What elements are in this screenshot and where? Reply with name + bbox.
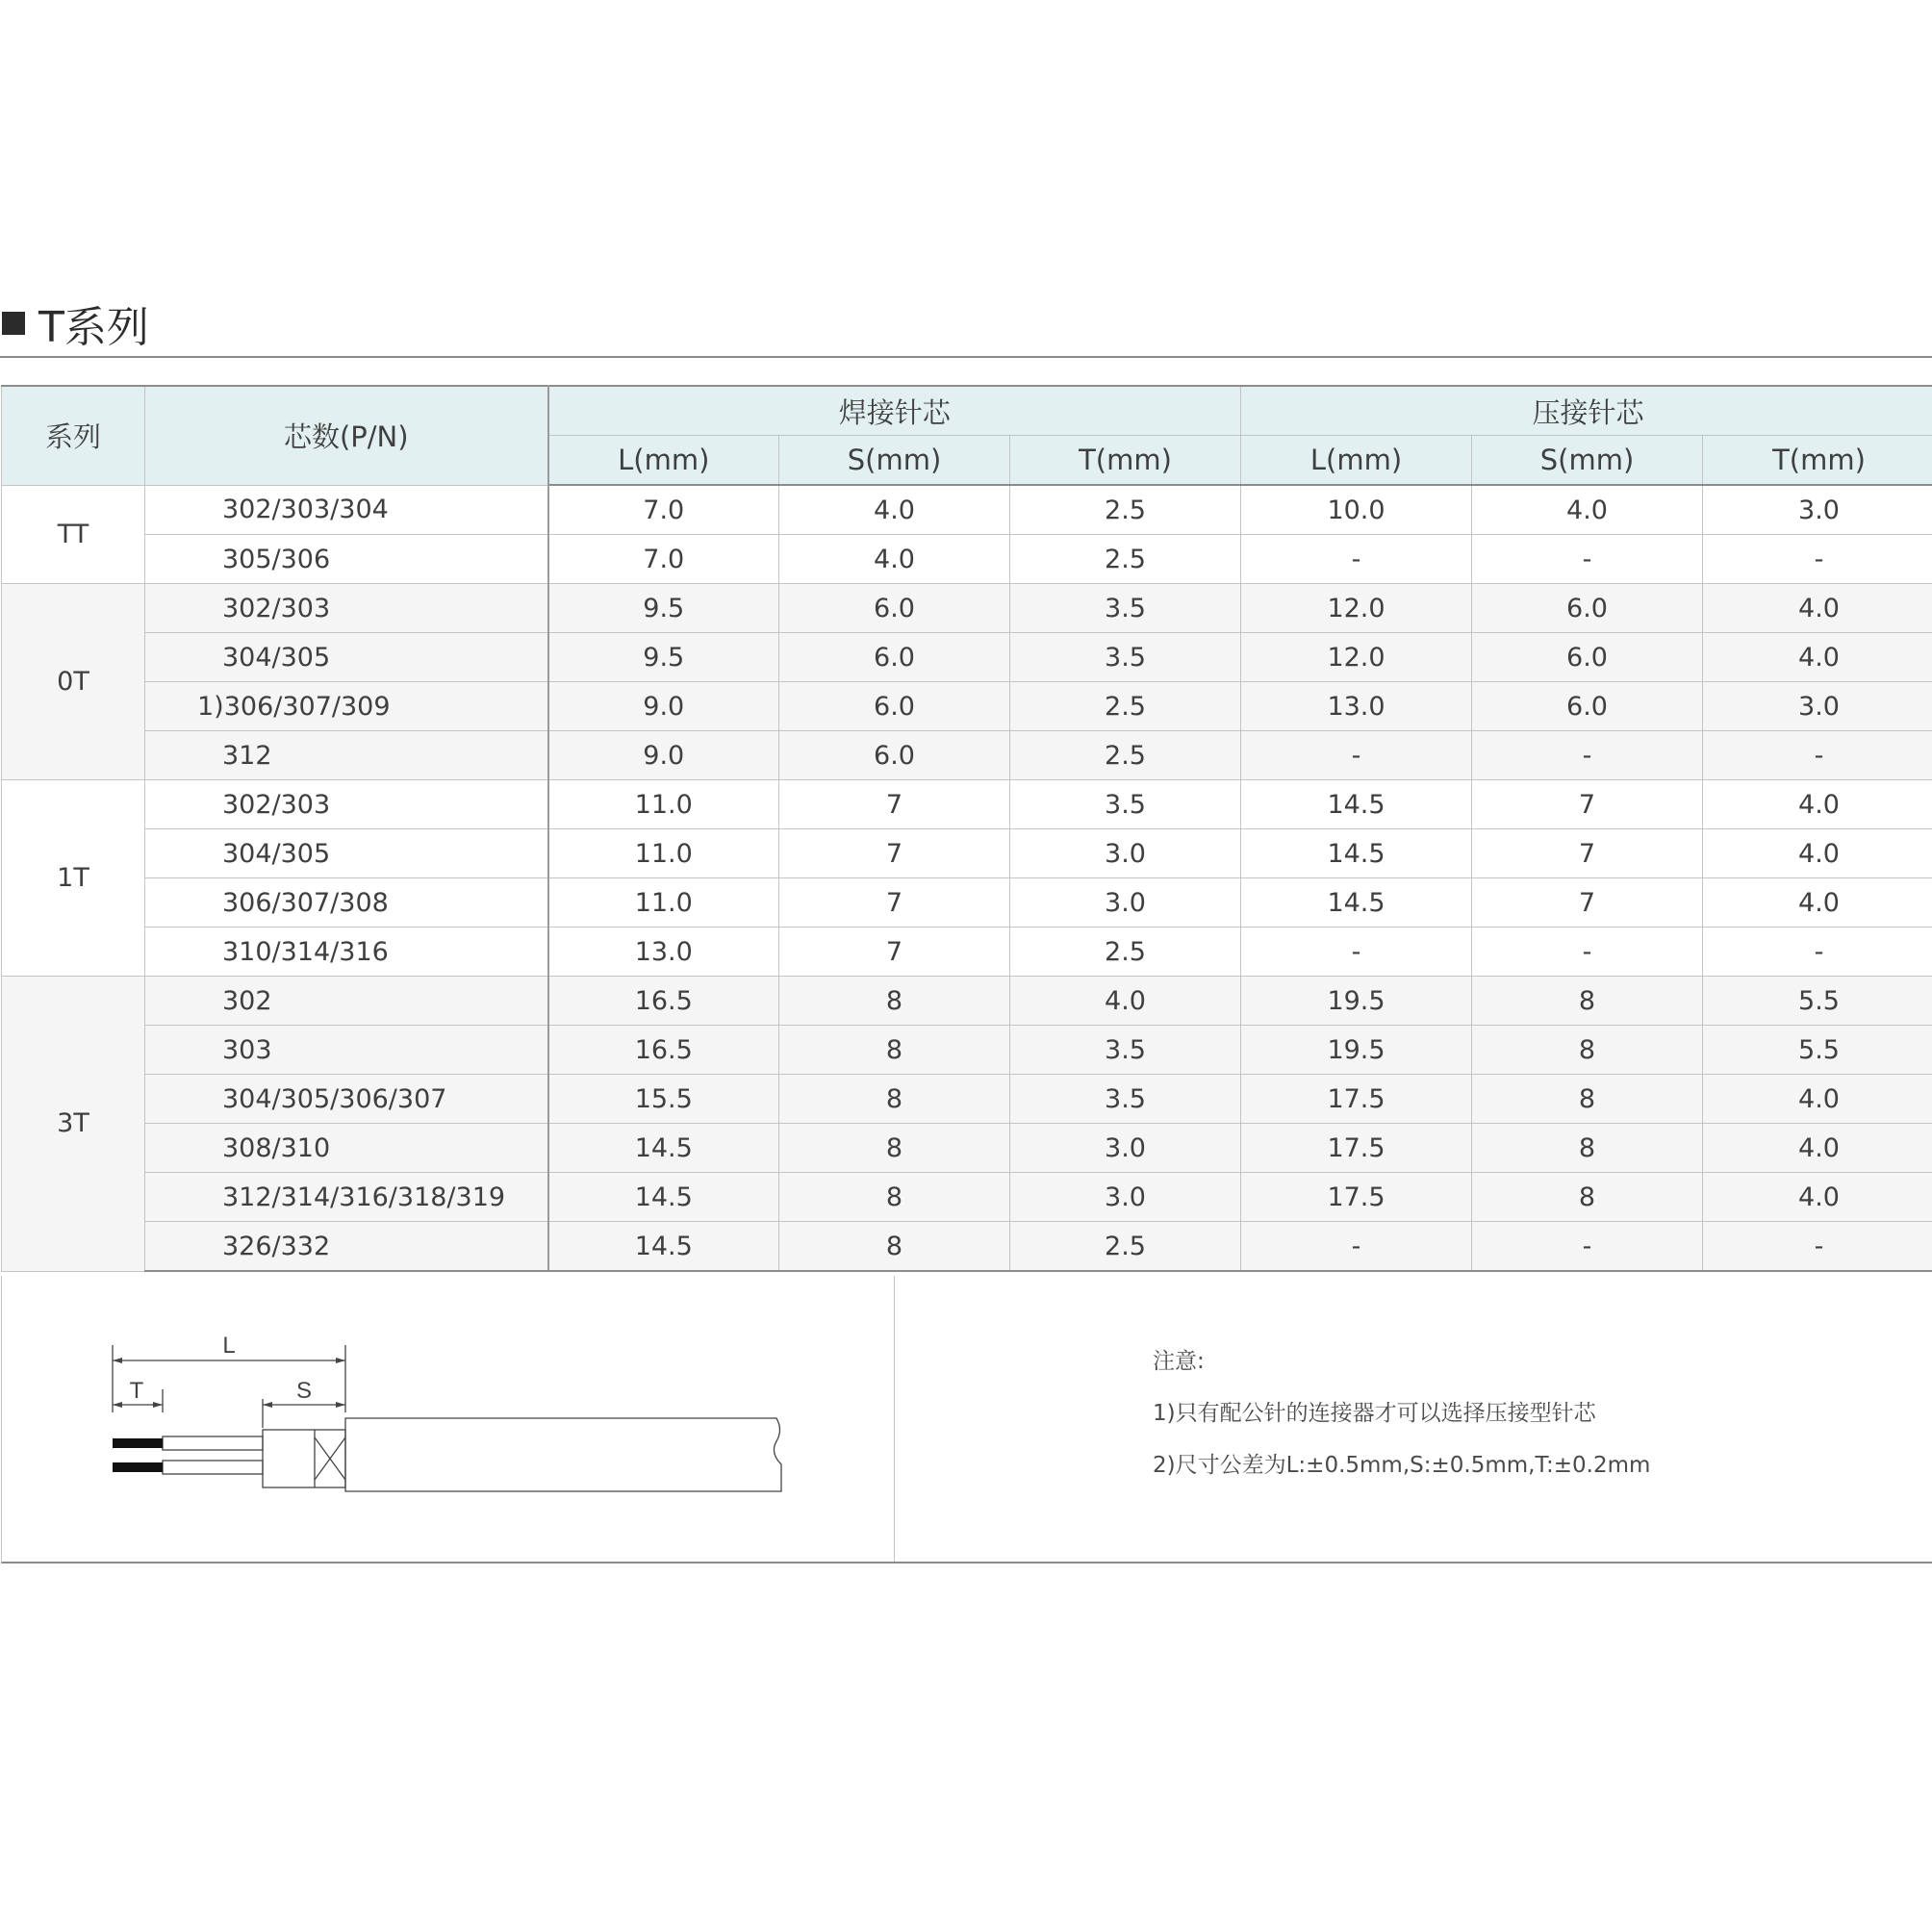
value-cell: 13.0	[1241, 682, 1472, 731]
value-cell: 3.5	[1010, 1026, 1241, 1075]
value-cell: 8	[1472, 1075, 1703, 1124]
value-cell: 8	[779, 1222, 1010, 1272]
pn-cell	[145, 829, 548, 878]
pn-value: 304/305	[222, 838, 331, 869]
value-cell: -	[1472, 731, 1703, 780]
pn-cell	[145, 1173, 548, 1222]
value-cell: 3.0	[1703, 682, 1932, 731]
value-cell: 4.0	[1703, 1075, 1932, 1124]
header-crimp-t: T(mm)	[1703, 436, 1932, 486]
value-cell: 17.5	[1241, 1124, 1472, 1173]
value-cell: 2.5	[1010, 1222, 1241, 1272]
cable-jacket	[345, 1418, 781, 1491]
value-cell: 8	[1472, 1026, 1703, 1075]
spec-table	[1, 385, 1932, 1272]
value-cell: 8	[779, 1026, 1010, 1075]
value-cell: 3.5	[1010, 633, 1241, 682]
value-cell: 4.0	[1703, 878, 1932, 928]
panel-divider	[894, 1276, 895, 1562]
value-cell: 4.0	[1703, 780, 1932, 829]
pn-cell	[145, 633, 548, 682]
header-crimp-group: 压接针芯	[1241, 386, 1932, 436]
pn-cell	[145, 731, 548, 780]
header-crimp-l: L(mm)	[1241, 436, 1472, 486]
diagram-label-s: S	[295, 1378, 313, 1404]
value-cell: -	[1703, 1222, 1932, 1272]
pn-value: 302	[222, 985, 272, 1016]
value-cell: 2.5	[1010, 485, 1241, 535]
value-cell: 3.0	[1010, 878, 1241, 928]
table-row	[2, 535, 1932, 584]
table-row	[2, 633, 1932, 682]
dim-t-arrow-left	[113, 1402, 122, 1408]
value-cell: 14.5	[548, 1173, 779, 1222]
notes-block	[1153, 1347, 1650, 1503]
value-cell: 3.0	[1010, 1124, 1241, 1173]
value-cell: 14.5	[548, 1124, 779, 1173]
pn-cell	[145, 535, 548, 584]
series-cell: 3T	[2, 977, 145, 1272]
value-cell: 7	[779, 780, 1010, 829]
value-cell: 5.5	[1703, 1026, 1932, 1075]
value-cell: 2.5	[1010, 682, 1241, 731]
pn-value: 302/303/304	[222, 495, 389, 525]
value-cell: 11.0	[548, 780, 779, 829]
value-cell: 9.5	[548, 633, 779, 682]
conductor-upper	[113, 1438, 163, 1448]
header-solder-l: L(mm)	[548, 436, 779, 486]
pn-value: 306/307/309	[223, 691, 391, 722]
value-cell: -	[1703, 928, 1932, 977]
header-solder-t: T(mm)	[1010, 436, 1241, 486]
table-row	[2, 780, 1932, 829]
note-line: 1)只有配公针的连接器才可以选择压接型针芯	[1153, 1401, 1596, 1426]
section-title: T系列	[38, 303, 149, 352]
value-cell: 6.0	[779, 731, 1010, 780]
value-cell: 4.0	[1703, 584, 1932, 633]
value-cell: 2.5	[1010, 731, 1241, 780]
pn-value: 304/305/306/307	[222, 1083, 447, 1114]
value-cell: 17.5	[1241, 1075, 1472, 1124]
value-cell: -	[1241, 731, 1472, 780]
series-cell: 1T	[2, 780, 145, 977]
value-cell: 8	[779, 1173, 1010, 1222]
dim-l-arrow-right	[336, 1358, 345, 1363]
wire-insulation-lower	[163, 1461, 263, 1474]
table-row	[2, 1222, 1932, 1272]
value-cell: -	[1472, 1222, 1703, 1272]
table-row	[2, 485, 1932, 535]
table-row	[2, 1173, 1932, 1222]
dim-l-arrow-left	[113, 1358, 122, 1363]
value-cell: 3.0	[1010, 829, 1241, 878]
value-cell: 15.5	[548, 1075, 779, 1124]
value-cell: 4.0	[1472, 485, 1703, 535]
pn-value: 312	[222, 740, 272, 771]
value-cell: 9.5	[548, 584, 779, 633]
value-cell: 11.0	[548, 878, 779, 928]
pn-value: 308/310	[222, 1132, 331, 1163]
value-cell: 14.5	[1241, 829, 1472, 878]
value-cell: 7	[1472, 780, 1703, 829]
pn-cell	[145, 780, 548, 829]
diagram-label-l: L	[222, 1333, 236, 1359]
pn-value: 326/332	[222, 1231, 331, 1261]
value-cell: 9.0	[548, 682, 779, 731]
dim-s-arrow-left	[263, 1402, 272, 1408]
value-cell: 9.0	[548, 731, 779, 780]
pn-value: 304/305	[222, 642, 331, 673]
value-cell: 3.5	[1010, 780, 1241, 829]
table-row	[2, 977, 1932, 1026]
pn-value: 303	[222, 1034, 272, 1065]
header-square-icon	[2, 312, 25, 335]
table-row	[2, 829, 1932, 878]
value-cell: 8	[779, 1075, 1010, 1124]
value-cell: 19.5	[1241, 1026, 1472, 1075]
value-cell: 4.0	[1703, 1173, 1932, 1222]
value-cell: -	[1472, 928, 1703, 977]
value-cell: 17.5	[1241, 1173, 1472, 1222]
table-row	[2, 1075, 1932, 1124]
value-cell: -	[1241, 1222, 1472, 1272]
pn-value: 306/307/308	[222, 887, 389, 918]
value-cell: 6.0	[779, 633, 1010, 682]
value-cell: 19.5	[1241, 977, 1472, 1026]
pn-cell	[145, 1124, 548, 1173]
dim-s-arrow-right	[336, 1402, 345, 1408]
section-header	[0, 289, 1932, 358]
value-cell: 14.5	[1241, 878, 1472, 928]
value-cell: 8	[1472, 1173, 1703, 1222]
value-cell: 12.0	[1241, 584, 1472, 633]
value-cell: 4.0	[779, 485, 1010, 535]
pn-cell	[145, 584, 548, 633]
value-cell: 4.0	[1703, 633, 1932, 682]
pn-cell	[145, 977, 548, 1026]
pn-cell	[145, 928, 548, 977]
series-cell: 0T	[2, 584, 145, 780]
header-solder-group: 焊接针芯	[548, 386, 1241, 436]
cable-diagram	[98, 1324, 801, 1516]
header-crimp-s: S(mm)	[1472, 436, 1703, 486]
pn-value: 305/306	[222, 544, 331, 574]
header-solder-s: S(mm)	[779, 436, 1010, 486]
value-cell: 11.0	[548, 829, 779, 878]
value-cell: -	[1703, 535, 1932, 584]
value-cell: 7.0	[548, 535, 779, 584]
conductor-lower	[113, 1462, 163, 1472]
pn-cell	[145, 1075, 548, 1124]
value-cell: 13.0	[548, 928, 779, 977]
table-row	[2, 731, 1932, 780]
value-cell: 8	[1472, 1124, 1703, 1173]
table-row	[2, 584, 1932, 633]
value-cell: 2.5	[1010, 928, 1241, 977]
value-cell: 14.5	[548, 1222, 779, 1272]
value-cell: 10.0	[1241, 485, 1472, 535]
bottom-panel	[1, 1276, 1932, 1563]
value-cell: 6.0	[1472, 633, 1703, 682]
value-cell: 6.0	[1472, 584, 1703, 633]
series-cell: TT	[2, 485, 145, 584]
value-cell: -	[1472, 535, 1703, 584]
table-row	[2, 1026, 1932, 1075]
table-row	[2, 878, 1932, 928]
header-pn: 芯数(P/N)	[145, 386, 548, 485]
footnote-marker: 1)	[197, 691, 224, 722]
notes-heading: 注意:	[1153, 1349, 1205, 1374]
value-cell: 4.0	[1703, 1124, 1932, 1173]
pn-cell	[145, 878, 548, 928]
value-cell: 8	[779, 1124, 1010, 1173]
pn-value: 302/303	[222, 593, 331, 623]
value-cell: 7	[1472, 829, 1703, 878]
table-row	[2, 928, 1932, 977]
header-series: 系列	[2, 386, 145, 485]
value-cell: -	[1241, 928, 1472, 977]
value-cell: 3.0	[1703, 485, 1932, 535]
spec-table-body	[2, 485, 1932, 1271]
value-cell: 4.0	[779, 535, 1010, 584]
pn-cell	[145, 1026, 548, 1075]
value-cell: 3.5	[1010, 1075, 1241, 1124]
value-cell: 8	[779, 977, 1010, 1026]
pn-value: 302/303	[222, 789, 331, 820]
value-cell: 3.0	[1010, 1173, 1241, 1222]
pn-value: 312/314/316/318/319	[222, 1182, 506, 1212]
value-cell: 4.0	[1703, 829, 1932, 878]
value-cell: 16.5	[548, 977, 779, 1026]
pn-value: 310/314/316	[222, 936, 389, 967]
value-cell: 7	[779, 878, 1010, 928]
value-cell: 6.0	[779, 584, 1010, 633]
pn-cell	[145, 1222, 548, 1272]
value-cell: -	[1703, 731, 1932, 780]
table-row	[2, 682, 1932, 731]
value-cell: 3.5	[1010, 584, 1241, 633]
value-cell: 5.5	[1703, 977, 1932, 1026]
diagram-label-t: T	[129, 1378, 144, 1404]
table-row	[2, 1124, 1932, 1173]
value-cell: -	[1241, 535, 1472, 584]
pn-cell	[145, 682, 548, 731]
note-line: 2)尺寸公差为L:±0.5mm,S:±0.5mm,T:±0.2mm	[1153, 1453, 1651, 1478]
pn-cell	[145, 485, 548, 535]
value-cell: 7	[779, 928, 1010, 977]
value-cell: 7.0	[548, 485, 779, 535]
value-cell: 8	[1472, 977, 1703, 1026]
value-cell: 16.5	[548, 1026, 779, 1075]
value-cell: 14.5	[1241, 780, 1472, 829]
value-cell: 7	[1472, 878, 1703, 928]
value-cell: 2.5	[1010, 535, 1241, 584]
dim-t-arrow-right	[153, 1402, 163, 1408]
value-cell: 7	[779, 829, 1010, 878]
value-cell: 6.0	[1472, 682, 1703, 731]
value-cell: 12.0	[1241, 633, 1472, 682]
value-cell: 4.0	[1010, 977, 1241, 1026]
shield-braid	[263, 1430, 345, 1487]
wire-insulation-upper	[163, 1436, 263, 1450]
value-cell: 6.0	[779, 682, 1010, 731]
